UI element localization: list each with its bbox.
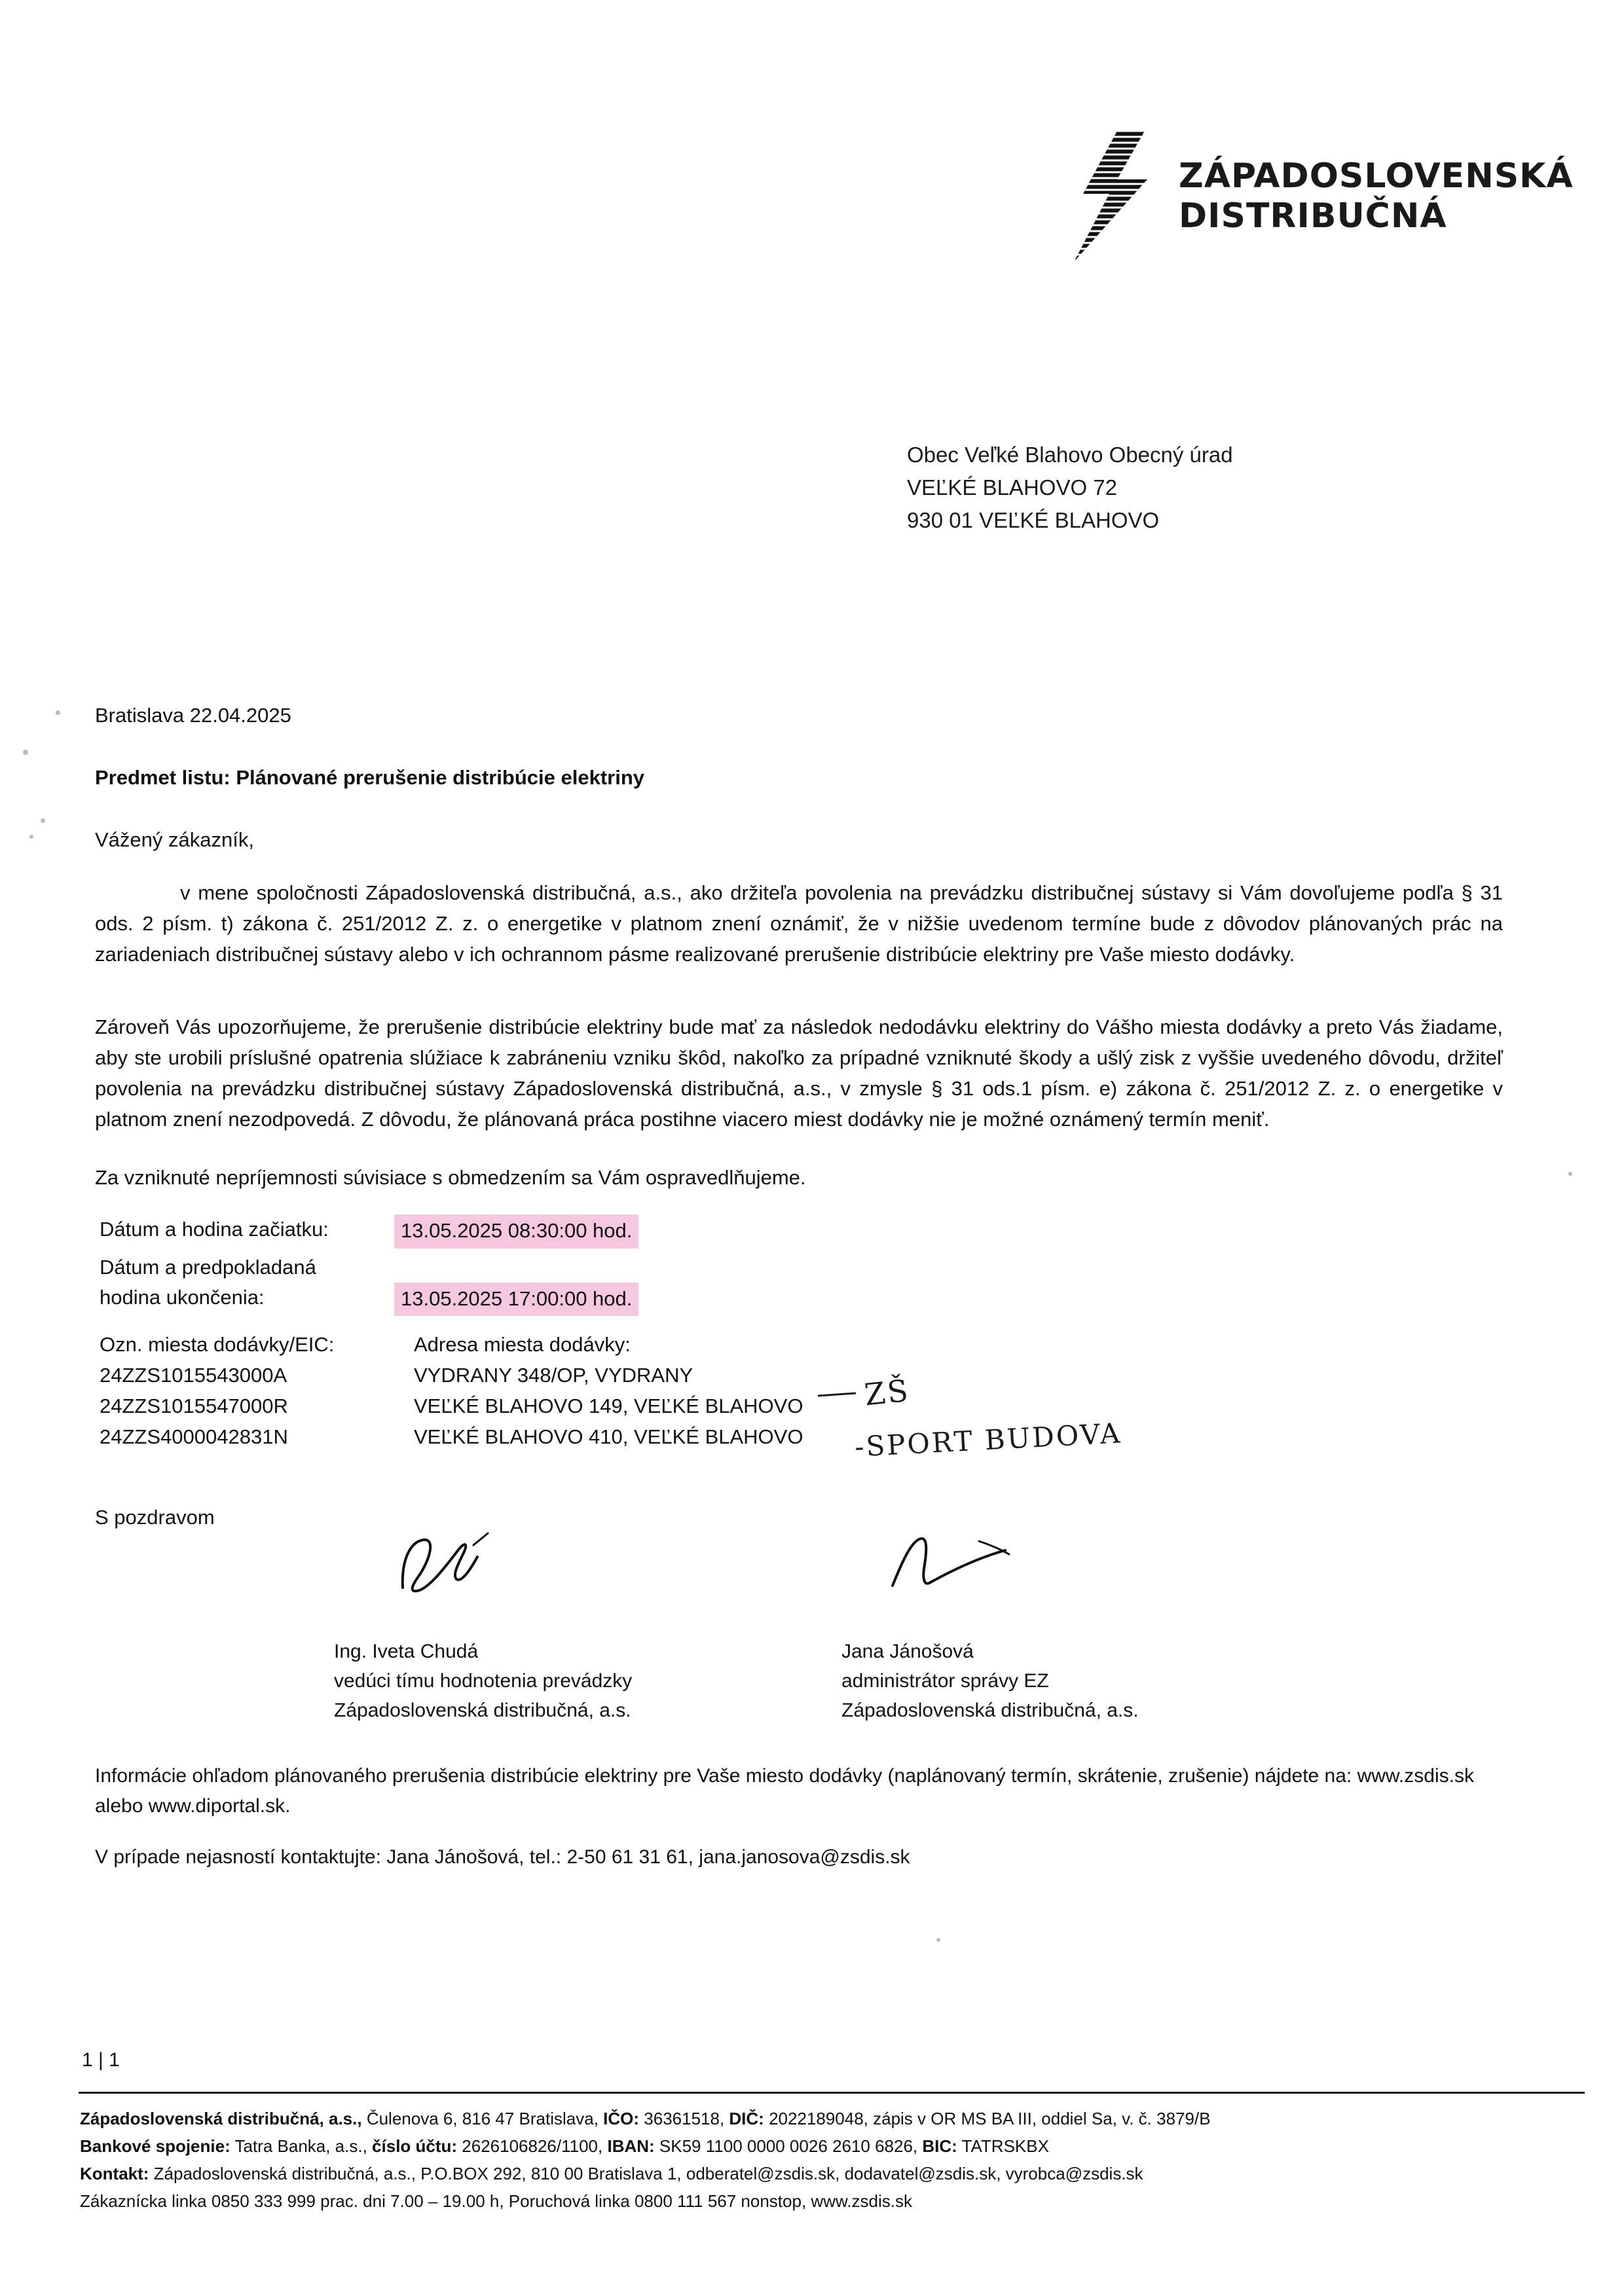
schedule-start-value: 13.05.2025 08:30:00 hod.: [394, 1214, 638, 1248]
footer-hotline: Zákaznícka linka 0850 333 999 prac. dni 7.00 – 19.00 h, Poruchová linka 0800 111 567 nonstop, www.zsdis.sk: [80, 2191, 912, 2212]
signatory-role: administrátor správy EZ: [841, 1670, 1049, 1692]
footer-line-4: [80, 2187, 1553, 2215]
recipient-line-1: Obec Veľké Blahovo Obecný úrad: [907, 443, 1233, 467]
table-header-row: [100, 1329, 803, 1360]
scan-speck: [41, 818, 45, 823]
delivery-points-table: [100, 1329, 803, 1452]
page-number: 1 | 1: [82, 2049, 120, 2071]
schedule-start-label: Dátum a hodina začiatku:: [100, 1218, 329, 1241]
recipient-address: [907, 439, 1233, 537]
recipient-line-2: VEĽKÉ BLAHOVO 72: [907, 475, 1117, 500]
footer-contact-label: Kontakt:: [80, 2164, 149, 2184]
footer-dic-value: 2022189048, zápis v OR MS BA III, oddiel Sa, v. č. 3879/B: [764, 2109, 1211, 2128]
cell-eic: 24ZZS4000042831N: [100, 1425, 288, 1449]
footer-ico-label: IČO:: [603, 2109, 640, 2128]
schedule-start-row: [100, 1214, 638, 1248]
lightning-bolt-icon: [1061, 131, 1159, 262]
signatory-name: Jana Jánošová: [841, 1641, 974, 1662]
cell-eic: 24ZZS1015543000A: [100, 1364, 287, 1387]
contact-information: V prípade nejasností kontaktujte: Jana Jánošová, tel.: 2-50 61 31 61, jana.janosova@zsdis.sk: [95, 1846, 910, 1868]
recipient-line-3: 930 01 VEĽKÉ BLAHOVO: [907, 508, 1160, 533]
signature-scribble-left: [390, 1525, 540, 1611]
outage-schedule: [100, 1214, 638, 1316]
cell-address: VYDRANY 348/OP, VYDRANY: [414, 1364, 693, 1387]
letter-subject: Predmet listu: Plánované prerušenie distribúcie elektriny: [95, 766, 644, 789]
schedule-end-value-wrap: [394, 1252, 638, 1317]
signatory-name: Ing. Iveta Chudá: [334, 1641, 479, 1662]
footer-bic-value: TATRSKBX: [957, 2136, 1049, 2157]
logo-line-1: ZÁPADOSLOVENSKÁ: [1179, 156, 1574, 196]
schedule-end-row: [100, 1252, 638, 1317]
handwritten-note-1: ZŠ: [862, 1372, 912, 1413]
footer-legal-text: [80, 2105, 1553, 2215]
schedule-end-label-line-2: hodina ukončenia:: [100, 1286, 265, 1309]
additional-information: Informácie ohľadom plánovaného prerušenia distribúcie elektriny pre Vaše miesto dodávky (naplánovaný termín, skrátenie, zrušenie) nájdete na: www.zsdis.sk alebo www.diportal.sk.: [95, 1765, 1474, 1817]
footer-account-label: číslo účtu:: [372, 2136, 458, 2157]
handwritten-dash-1: [815, 1381, 868, 1408]
paragraph-1-text: v mene spoločnosti Západoslovenská distribučná, a.s., ako držiteľa povolenia na prevádzku distribučnej sústavy si Vám dovoľujeme podľa § 31 ods. 2 písm. t) zákona č. 251/2012 Z. z. o energetike v platnom znení oznámiť, že v nižšie uvedenom termíne bude z dôvodov plánovaných prác na zariadeniach distribučnej sústavy alebo v ich ochrannom pásme realizované prerušenie distribúcie elektriny pre Vaše miesto dodávky.: [95, 881, 1503, 966]
signatory-company: Západoslovenská distribučná, a.s.: [334, 1700, 631, 1721]
paragraph-2: Zároveň Vás upozorňujeme, že prerušenie distribúcie elektriny bude mať za následok nedodávku elektriny do Vášho miesta dodávky a preto Vás žiadame, aby ste urobili príslušné opatrenia slúžiace k zabráneniu vzniku škôd, nakoľko za prípadné vzniknuté škody a ušlý zisk z vyššie uvedeného dôvodu, držiteľ povolenia na prevádzku distribučnej sústavy Západoslovenská distribučná, a.s., v zmysle § 31 ods.1 písm. e) zákona č. 251/2012 Z. z. o energetike v platnom znení nezodpovedá. Z dôvodu, že plánovaná práca postihne viacero miest dodávky nie je možné oznámený termín meniť.: [95, 1015, 1503, 1131]
signatory-role: vedúci tímu hodnotenia prevádzky: [334, 1670, 633, 1692]
schedule-end-label: [100, 1252, 394, 1313]
footer-bic-label: BIC:: [922, 2136, 957, 2157]
logo-wordmark: [1179, 156, 1574, 237]
footer-account-value: 2626106826/1100,: [457, 2136, 608, 2157]
footer-line-2: [80, 2132, 1553, 2160]
cell-address: VEĽKÉ BLAHOVO 149, VEĽKÉ BLAHOVO: [414, 1394, 803, 1418]
scan-speck: [1568, 1172, 1572, 1176]
footer-company-name: Západoslovenská distribučná, a.s.,: [80, 2109, 362, 2128]
schedule-end-label-line-1: Dátum a predpokladaná: [100, 1255, 316, 1279]
paragraph-1: [95, 877, 1503, 970]
paragraph-3: Za vzniknuté nepríjemnosti súvisiace s obmedzením sa Vám ospravedlňujeme.: [95, 1166, 806, 1189]
scan-speck: [56, 710, 60, 715]
closing-regards: S pozdravom: [95, 1506, 215, 1529]
scan-speck: [23, 750, 28, 755]
footer-bank-label: Bankové spojenie:: [80, 2136, 231, 2157]
footer-iban-label: IBAN:: [607, 2136, 655, 2157]
footer-line-1: [80, 2105, 1553, 2132]
footer-divider: [79, 2092, 1585, 2094]
table-row: [100, 1391, 803, 1421]
table-row: [100, 1360, 803, 1391]
cell-eic: 24ZZS1015547000R: [100, 1394, 288, 1418]
footer-ico-value: 36361518,: [639, 2109, 729, 2128]
footer-dic-label: DIČ:: [729, 2109, 764, 2128]
table-row: [100, 1421, 803, 1452]
handwritten-note-2: -SPORT BUDOVA: [853, 1417, 1123, 1463]
footer-line-3: [80, 2160, 1553, 2187]
cell-address: VEĽKÉ BLAHOVO 410, VEĽKÉ BLAHOVO: [414, 1425, 803, 1449]
scan-speck: [29, 835, 33, 839]
letter-salutation: Vážený zákazník,: [95, 828, 254, 851]
footer-bank-value: Tatra Banka, a.s.,: [230, 2136, 373, 2157]
column-header-eic: Ozn. miesta dodávky/EIC:: [100, 1333, 335, 1356]
schedule-end-value: 13.05.2025 17:00:00 hod.: [394, 1283, 638, 1317]
signature-block-right: [841, 1637, 1139, 1725]
footer-address: Čulenova 6, 816 47 Bratislava,: [361, 2109, 604, 2128]
column-header-address: Adresa miesta dodávky:: [414, 1333, 631, 1356]
signature-scribble-right: [881, 1525, 1044, 1611]
place-and-date: Bratislava 22.04.2025: [95, 704, 291, 727]
footer-contact-value: Západoslovenská distribučná, a.s., P.O.BOX 292, 810 00 Bratislava 1, odberatel@zsdis.sk, dodavatel@zsdis.sk, vyrobca@zsdis.sk: [149, 2164, 1143, 2184]
logo-line-2: DISTRIBUČNÁ: [1179, 196, 1447, 236]
scan-speck: [936, 1938, 940, 1942]
signature-block-left: [334, 1637, 632, 1725]
signatory-company: Západoslovenská distribučná, a.s.: [841, 1700, 1139, 1721]
company-logo: [1061, 124, 1574, 268]
footer-iban-value: SK59 1100 0000 0026 2610 6826,: [654, 2136, 923, 2157]
